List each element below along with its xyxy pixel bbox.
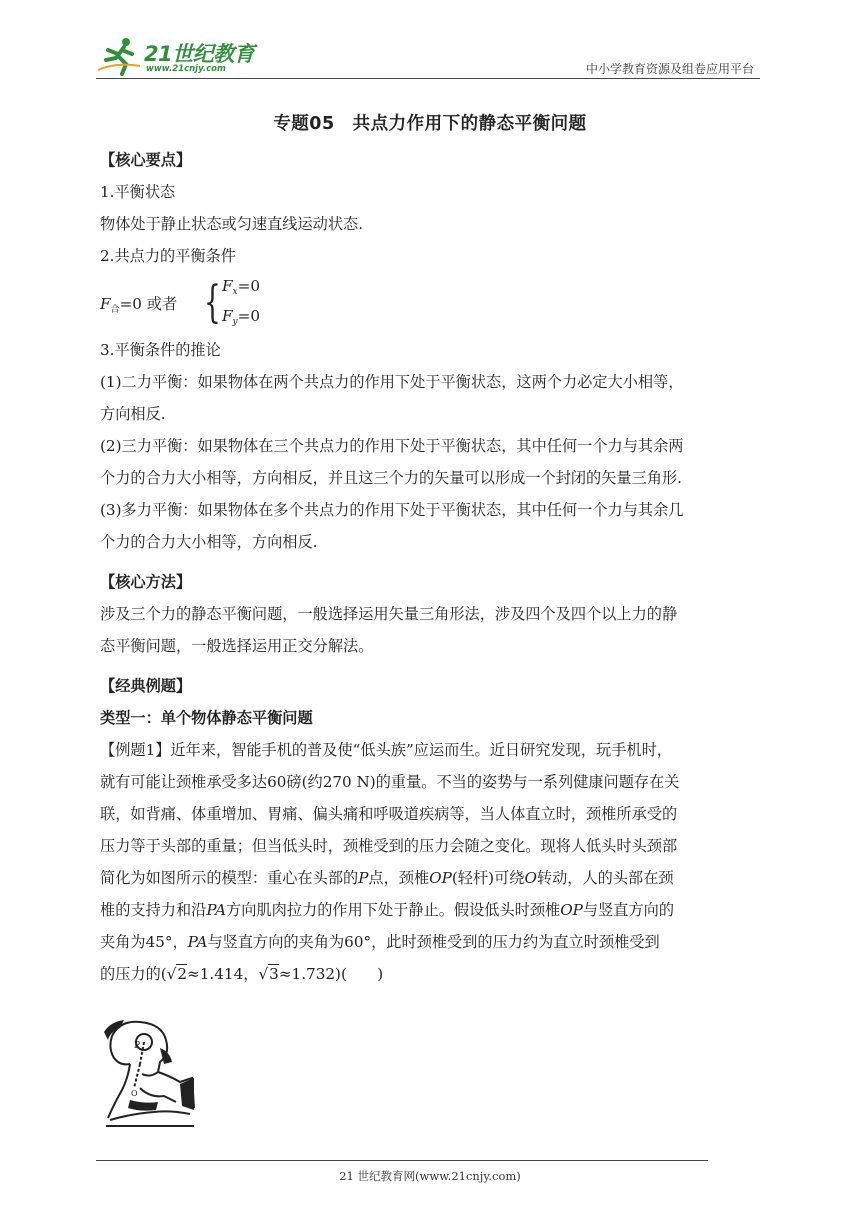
section-2-heading: 2.共点力的平衡条件: [100, 247, 236, 265]
formula-fy: $F_y=0$: [222, 307, 261, 327]
sqrt-symbol: √: [166, 965, 177, 983]
section-3-heading: 3.平衡条件的推论: [100, 341, 221, 359]
svg-text:P: P: [134, 1041, 141, 1051]
corollary-3-line-1: (3)多力平衡：如果物体在多个共点力的作用下处于平衡状态，其中任何一个力与其余几: [100, 501, 684, 519]
methods-line-2: 态平衡问题，一般选择运用正交分解法。: [100, 637, 374, 655]
section-1-heading: 1.平衡状态: [100, 183, 176, 201]
page-title: 专题05 共点力作用下的静态平衡问题: [273, 114, 587, 134]
page-footer: 21 世纪教育网(www.21cnjy.com): [339, 1169, 521, 1183]
example-1-line-1: 【例题1】近年来，智能手机的普及使“低头族”应运而生。近日研究发现，玩手机时，: [100, 741, 672, 759]
example-1-line-7: 夹角为45°，PA与竖直方向的夹角为60°，此时颈椎受到的压力约为直立时颈椎受到: [100, 933, 660, 951]
examples-heading: 【经典例题】: [100, 677, 192, 695]
methods-line-1: 涉及三个力的静态平衡问题，一般选择运用矢量三角形法，涉及四个及四个以上力的静: [100, 605, 678, 623]
page-header: [96, 30, 760, 80]
type-1-heading: 类型一：单个物体静态平衡问题: [100, 709, 313, 727]
logo-url: www.21cnjy.com: [146, 64, 226, 74]
corollary-1-line-2: 方向相反.: [100, 405, 166, 423]
corollary-3-line-2: 个力的合力大小相等，方向相反.: [100, 533, 318, 551]
formula-lhs: $F_合=0$ 或者: [100, 295, 178, 315]
corollary-2-line-1: (2)三力平衡：如果物体在三个共点力的作用下处于平衡状态，其中任何一个力与其余两: [100, 437, 684, 455]
document-body: [100, 144, 762, 990]
formula-brace: {: [204, 277, 221, 328]
example-1-line-3: 联，如背痛、体重增加、胃痛、偏头痛和呼吸道疾病等，当人体直立时，颈椎所承受的: [100, 805, 678, 823]
header-divider: [96, 78, 760, 79]
footer-divider: [96, 1160, 708, 1161]
example-1-line-4: 压力等于头部的重量；但当低头时，颈椎受到的压力会随之变化。现将人低头时头颈部: [100, 837, 678, 855]
example-1-line-8: 的压力的(√2≈1.414，√3≈1.732)( ): [100, 965, 384, 983]
key-points-heading: 【核心要点】: [100, 151, 192, 169]
corollary-1-line-1: (1)二力平衡：如果物体在两个共点力的作用下处于平衡状态，这两个力必定大小相等，: [100, 373, 684, 391]
methods-heading: 【核心方法】: [100, 573, 192, 591]
example-1-line-6: 椎的支持力和沿PA方向肌肉拉力的作用下处于静止。假设低头时颈椎OP与竖直方向的: [100, 901, 675, 919]
svg-text:O: O: [131, 1089, 138, 1098]
example-1-line-2: 就有可能让颈椎承受多达60磅(约270 N)的重量。不当的姿势与一系列健康问题存在关: [100, 773, 680, 791]
equilibrium-formula: [100, 272, 762, 334]
runner-logo-icon: [96, 36, 144, 76]
corollary-2-line-2: 个力的合力大小相等，方向相反，并且这三个力的矢量可以形成一个封闭的矢量三角形.: [100, 469, 682, 487]
site-logo: [96, 36, 266, 76]
logo-text: 21世纪教育: [144, 42, 255, 66]
example-1-line-5: 简化为如图所示的模型：重心在头部的P点，颈椎OP(轻杆)可绕O转动，人的头部在颈: [100, 869, 674, 887]
formula-fx: $F_x=0$: [222, 277, 261, 297]
section-1-text: 物体处于静止状态或匀速直线运动状态.: [100, 215, 364, 233]
platform-name: 中小学教育资源及组卷应用平台: [585, 62, 754, 76]
sqrt-symbol: √: [258, 965, 269, 983]
head-neck-model-figure: [100, 1018, 200, 1128]
